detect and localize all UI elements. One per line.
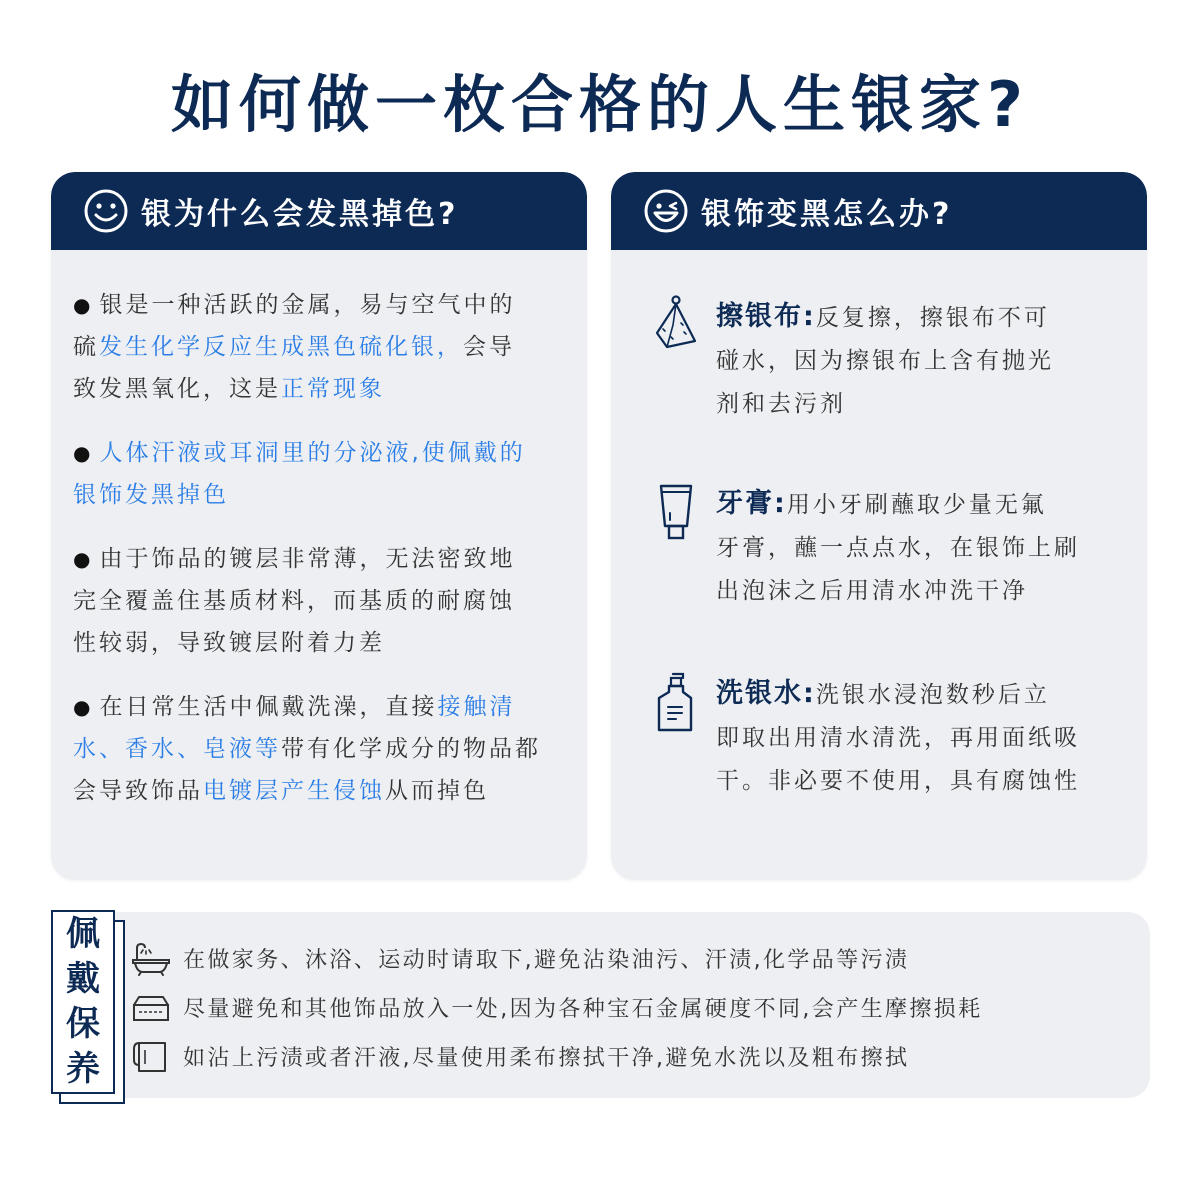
highlight-text: 接触清 [437,694,516,720]
care-tag-char: 佩 [66,914,100,954]
cloth-icon [651,295,701,357]
why-card-header [51,172,587,250]
highlight-text: 银饰发黑掉色 [73,482,229,508]
highlight-text: 发生化学反应生成黑色硫化银， [99,334,463,360]
method-toothpaste [651,482,1121,613]
jewelry-box-icon [131,991,171,1025]
method-line: 出泡沫之后用清水冲洗干净 [716,578,1028,604]
reason-text: 带有化学成分的物品都 [281,736,541,762]
reason-text: 从而掉色 [385,778,489,804]
reason-line [73,686,573,728]
reason-paragraph [73,538,573,664]
reason-text: 银是一种活跃的金属，易与空气中的 [99,292,516,318]
care-item-text: 如沾上污渍或者汗液,尽量使用柔布擦拭干净,避免水洗以及粗布擦拭 [183,1046,910,1071]
method-cloth [651,295,1121,426]
tissue-icon [131,1040,171,1074]
reason-text: 硫 [73,334,99,360]
care-item-text: 在做家务、沐浴、运动时请取下,避免沾染油污、汗渍,化学品等污渍 [183,948,910,973]
highlight-text: 水、香水、皂液等 [73,736,281,762]
care-list [131,934,983,1081]
reason-text: 由于饰品的镀层非常薄，无法密致地 [99,546,516,572]
bullet-icon: ● [73,547,94,571]
highlight-text: 电镀层产生侵蚀 [203,778,385,804]
care-item [131,983,983,1032]
pump-bottle-icon [651,672,701,734]
reason-line [73,326,573,368]
reason-line [73,432,573,474]
care-tag-char: 保 [66,1004,100,1044]
bathtub-icon [131,942,171,976]
reason-paragraph [73,284,573,410]
wink-icon [643,188,689,234]
method-line: 反复擦，擦银布不可 [815,305,1050,331]
why-card [51,172,587,880]
method-line: 牙膏，蘸一点点水，在银饰上刷 [716,535,1080,561]
care-tag-char: 养 [66,1049,100,1089]
method-cleaner-text [716,672,1121,803]
method-line: 洗银水浸泡数秒后立 [815,682,1050,708]
method-line: 即取出用清水清洗，再用面纸吸 [716,725,1080,751]
reason-paragraph [73,686,573,812]
method-cloth-title: 擦银布: [716,301,816,332]
reason-text: 性较弱，导致镀层附着力差 [73,630,385,656]
method-line: 用小牙刷蘸取少量无氟 [786,492,1047,518]
reason-line [73,770,573,812]
fix-card-header [611,172,1147,250]
reason-text: 完全覆盖住基质材料，而基质的耐腐蚀 [73,588,515,614]
method-cleaner [651,672,1121,803]
bullet-icon: ● [73,441,94,465]
toothpaste-icon [651,482,701,544]
care-item-text: 尽量避免和其他饰品放入一处,因为各种宝石金属硬度不同,会产生摩擦损耗 [183,997,983,1022]
method-line: 剂和去污剂 [716,391,846,417]
method-toothpaste-text [716,482,1121,613]
reason-line [73,622,573,664]
care-item [131,934,983,983]
bullet-icon: ● [73,293,94,317]
reason-text: 致发黑氧化，这是 [73,376,281,402]
care-tag [51,910,115,1094]
reason-text: 会导致饰品 [73,778,203,804]
reason-line [73,580,573,622]
why-card-body [73,284,573,834]
fix-card-title: 银饰变黑怎么办? [701,197,953,232]
highlight-text: 正常现象 [281,376,385,402]
method-cloth-text [716,295,1121,426]
method-toothpaste-title: 牙膏: [716,488,787,519]
method-line: 干。非必要不使用，具有腐蚀性 [716,768,1080,794]
reason-line [73,284,573,326]
fix-card [611,172,1147,880]
page-title: 如何做一枚合格的人生银家? [171,68,1029,141]
smile-icon [83,188,129,234]
reason-paragraph [73,432,573,516]
highlight-text: 人体汗液或耳洞里的分泌液,使佩戴的 [99,440,526,466]
reason-text: 在日常生活中佩戴洗澡，直接 [99,694,438,720]
reason-line [73,368,573,410]
reason-line [73,538,573,580]
method-cleaner-title: 洗银水: [716,678,816,709]
method-line: 碰水，因为擦银布上含有抛光 [716,348,1054,374]
care-item [131,1032,983,1081]
reason-line [73,728,573,770]
reason-text: 会导 [463,334,515,360]
reason-line [73,474,573,516]
why-card-title: 银为什么会发黑掉色? [141,197,459,232]
bullet-icon: ● [73,695,94,719]
care-tag-char: 戴 [66,959,100,999]
